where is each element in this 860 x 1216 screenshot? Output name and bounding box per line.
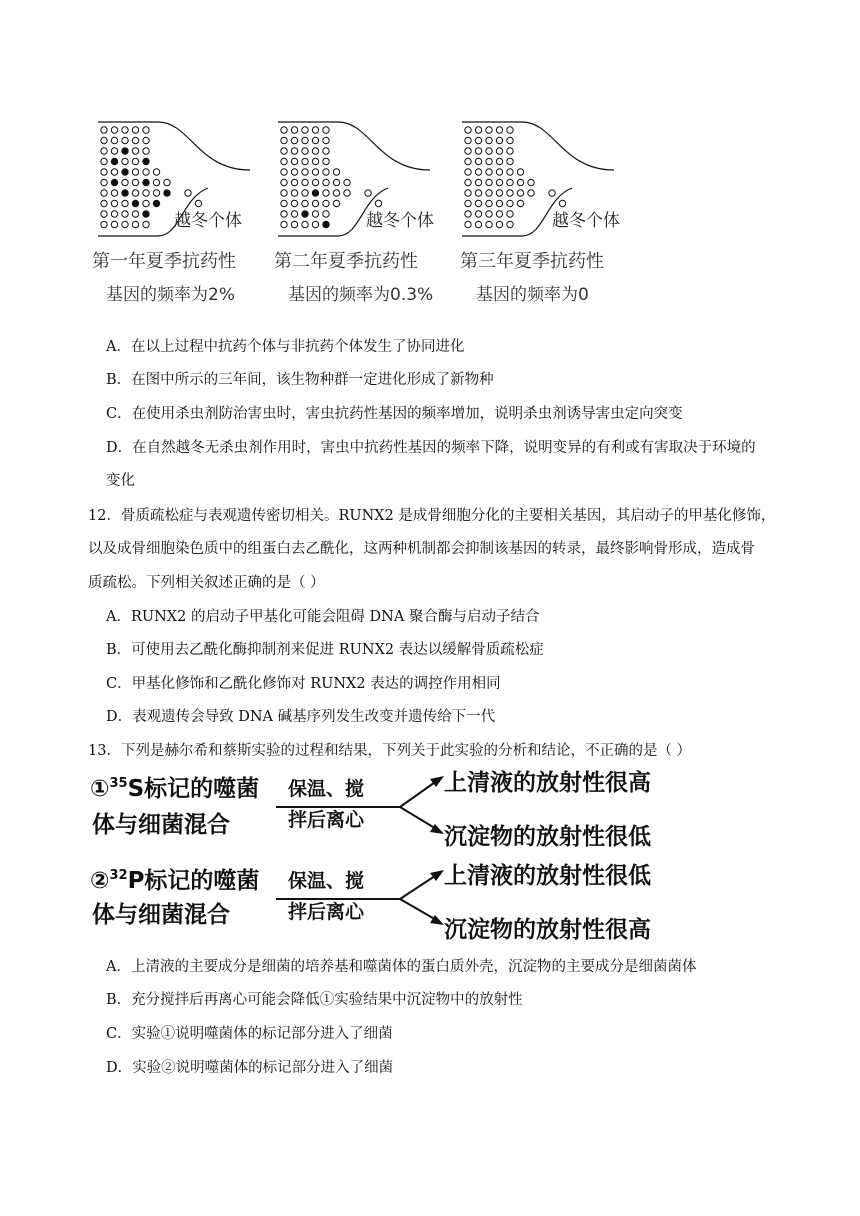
- q12-option-d: D．表观遗传会导致 DNA 碱基序列发生改变并遗传给下一代: [106, 709, 496, 725]
- insect-dot: [549, 190, 555, 196]
- insect-dot: [323, 179, 329, 185]
- insect-dot: [344, 179, 350, 185]
- insect-dot: [291, 127, 297, 133]
- insect-dot: [312, 200, 318, 206]
- panel3-overwinter-label: 越冬个体: [552, 211, 620, 231]
- insect-dot: [486, 211, 492, 217]
- insect-dot: [132, 190, 138, 196]
- q13-option-d: D．实验②说明噬菌体的标记部分进入了细菌: [106, 1060, 394, 1076]
- insect-dot: [281, 200, 287, 206]
- insect-dot: [101, 127, 107, 133]
- insect-dot: [475, 148, 481, 154]
- insect-dot: [465, 221, 471, 227]
- exp1-result-top: 上清液的放射性很高: [444, 770, 651, 796]
- insect-dot: [496, 127, 502, 133]
- insect-dot: [132, 148, 138, 154]
- insect-dot: [132, 200, 138, 206]
- insect-dot: [475, 158, 481, 164]
- insect-dot: [132, 169, 138, 175]
- insect-dot: [465, 148, 471, 154]
- insect-dot: [143, 158, 149, 164]
- population-outline-top: [278, 122, 430, 170]
- insect-dot: [122, 137, 128, 143]
- insect-dot: [486, 127, 492, 133]
- insect-dot: [465, 137, 471, 143]
- insect-dot: [122, 179, 128, 185]
- insect-dot: [507, 148, 513, 154]
- insect-dot: [122, 211, 128, 217]
- insect-dot: [496, 148, 502, 154]
- insect-dot: [486, 137, 492, 143]
- insect-dot: [496, 200, 502, 206]
- insect-dot: [312, 179, 318, 185]
- exp2-process-line2: 拌后离心: [288, 901, 365, 923]
- insect-dot: [344, 190, 350, 196]
- insect-dot: [291, 211, 297, 217]
- exp2-label-line1: ②$^{32}$P标记的噬菌: [90, 868, 260, 894]
- q12-option-a: A．RUNX2 的启动子甲基化可能会阻碍 DNA 聚合酶与启动子结合: [106, 609, 540, 625]
- exp1-arrow-up: [400, 780, 438, 807]
- insect-dot: [101, 148, 107, 154]
- insect-dot: [375, 200, 381, 206]
- panel1-caption-line2: 基因的频率为2%: [106, 285, 235, 305]
- resistance-gene-frequency-figure: [88, 112, 648, 312]
- insect-dot: [143, 148, 149, 154]
- insect-dot: [111, 179, 117, 185]
- insect-dot: [281, 137, 287, 143]
- exp2-result-bottom: 沉淀物的放射性很高: [444, 917, 651, 943]
- insect-dot: [143, 169, 149, 175]
- insect-dot: [302, 148, 308, 154]
- q11-option-d-continued: 变化: [106, 473, 135, 489]
- panel1-overwinter-label: 越冬个体: [174, 211, 242, 231]
- insect-dot: [475, 200, 481, 206]
- exp2-arrowhead-up: [430, 870, 444, 881]
- exp2-result-top: 上清液的放射性很低: [444, 863, 651, 889]
- insect-dot: [101, 158, 107, 164]
- insect-dot: [496, 211, 502, 217]
- insect-dot: [302, 158, 308, 164]
- insect-dot: [312, 169, 318, 175]
- insect-dot: [475, 221, 481, 227]
- insect-dot: [291, 221, 297, 227]
- insect-dot: [517, 190, 523, 196]
- insect-dot: [323, 137, 329, 143]
- insect-dot: [496, 179, 502, 185]
- insect-dot: [111, 148, 117, 154]
- insect-dot: [143, 127, 149, 133]
- exp1-label-line2: 体与细菌混合: [92, 812, 230, 838]
- insect-dot: [333, 190, 339, 196]
- population-outline-top: [98, 122, 250, 170]
- insect-dot: [164, 179, 170, 185]
- insect-dot: [281, 158, 287, 164]
- insect-dot: [111, 158, 117, 164]
- insect-dot: [132, 127, 138, 133]
- insect-dot: [517, 169, 523, 175]
- insect-dot: [465, 127, 471, 133]
- q12-option-c: C．甲基化修饰和乙酰化修饰对 RUNX2 表达的调控作用相同: [106, 676, 501, 692]
- insect-dot: [122, 169, 128, 175]
- q13-option-c: C．实验①说明噬菌体的标记部分进入了细菌: [106, 1026, 393, 1042]
- insect-dot: [323, 200, 329, 206]
- insect-dot: [143, 211, 149, 217]
- insect-dot: [132, 158, 138, 164]
- insect-dot: [143, 190, 149, 196]
- insect-dot: [101, 221, 107, 227]
- q11-option-b: B．在图中所示的三年间，该生物种群一定进化形成了新物种: [106, 372, 494, 388]
- insect-dot: [291, 200, 297, 206]
- panel2-caption-line2: 基因的频率为0.3%: [288, 285, 434, 305]
- insect-dot: [132, 211, 138, 217]
- exp1-process-line2: 拌后离心: [288, 809, 365, 831]
- insect-dot: [486, 190, 492, 196]
- insect-dot: [132, 221, 138, 227]
- exp2-arrow-down: [400, 899, 438, 921]
- insect-dot: [302, 211, 308, 217]
- insect-dot: [333, 200, 339, 206]
- insect-dot: [291, 148, 297, 154]
- insect-dot: [122, 221, 128, 227]
- insect-dot: [333, 179, 339, 185]
- exp1-result-bottom: 沉淀物的放射性很低: [444, 824, 651, 850]
- q13-option-b: B．充分搅拌后再离心可能会降低①实验结果中沉淀物中的放射性: [106, 992, 523, 1008]
- insect-dot: [143, 200, 149, 206]
- insect-dot: [281, 179, 287, 185]
- insect-dot: [517, 179, 523, 185]
- insect-dot: [291, 179, 297, 185]
- insect-dot: [507, 211, 513, 217]
- insect-dot: [281, 221, 287, 227]
- panel2-caption-line1: 第二年夏季抗药性: [274, 251, 418, 272]
- insect-dot: [475, 190, 481, 196]
- insect-dot: [111, 137, 117, 143]
- insect-dot: [465, 158, 471, 164]
- exp2-arrow-up: [400, 874, 438, 899]
- insect-dot: [486, 169, 492, 175]
- insect-dot: [365, 190, 371, 196]
- insect-dot: [486, 148, 492, 154]
- exp2-label-line2: 体与细菌混合: [92, 902, 230, 928]
- insect-dot: [122, 158, 128, 164]
- insect-dot: [465, 200, 471, 206]
- q11-option-c: C．在使用杀虫剂防治害虫时，害虫抗药性基因的频率增加，说明杀虫剂诱导害虫定向突变: [106, 406, 683, 422]
- insect-dot: [507, 137, 513, 143]
- exp1-label-line1: ①$^{35}$S标记的噬菌: [90, 776, 260, 802]
- insect-dot: [486, 221, 492, 227]
- insect-dot: [517, 200, 523, 206]
- q12-stem-line2: 以及成骨细胞染色质中的组蛋白去乙酰化，这两种机制都会抑制该基因的转录，最终影响骨形成，造成骨: [88, 541, 755, 557]
- insect-dot: [143, 137, 149, 143]
- insect-dot: [323, 169, 329, 175]
- insect-dot: [475, 169, 481, 175]
- insect-dot: [475, 137, 481, 143]
- insect-dot: [101, 200, 107, 206]
- insect-dot: [528, 190, 534, 196]
- insect-dot: [164, 190, 170, 196]
- insect-dot: [302, 127, 308, 133]
- insect-dot: [465, 169, 471, 175]
- insect-dot: [496, 190, 502, 196]
- insect-dot: [496, 158, 502, 164]
- insect-dot: [291, 137, 297, 143]
- insect-dot: [312, 190, 318, 196]
- insect-dot: [302, 221, 308, 227]
- population-outline-top: [462, 122, 614, 170]
- insect-dot: [465, 190, 471, 196]
- insect-dot: [507, 200, 513, 206]
- q13-stem: 13．下列是赫尔希和蔡斯实验的过程和结果，下列关于此实验的分析和结论，不正确的是（ ）: [88, 743, 692, 759]
- insect-dot: [185, 190, 191, 196]
- q13-option-a: A．上清液的主要成分是细菌的培养基和噬菌体的蛋白质外壳，沉淀物的主要成分是细菌菌体: [106, 959, 697, 975]
- insect-dot: [465, 211, 471, 217]
- q12-option-b: B．可使用去乙酰化酶抑制剂来促进 RUNX2 表达以缓解骨质疏松症: [106, 642, 544, 658]
- insect-dot: [291, 169, 297, 175]
- insect-dot: [486, 200, 492, 206]
- insect-dot: [281, 127, 287, 133]
- panel3-caption-line1: 第三年夏季抗药性: [460, 251, 604, 272]
- insect-dot: [101, 211, 107, 217]
- panel2-overwinter-label: 越冬个体: [366, 211, 434, 231]
- insect-dot: [302, 169, 308, 175]
- insect-dot: [323, 148, 329, 154]
- insect-dot: [111, 169, 117, 175]
- insect-dot: [528, 179, 534, 185]
- insect-dot: [312, 127, 318, 133]
- insect-dot: [465, 179, 471, 185]
- insect-dot: [507, 127, 513, 133]
- insect-dot: [312, 221, 318, 227]
- insect-dot: [323, 190, 329, 196]
- panel1-caption-line1: 第一年夏季抗药性: [92, 251, 236, 272]
- insect-dot: [122, 200, 128, 206]
- insect-dot: [153, 190, 159, 196]
- insect-dot: [111, 190, 117, 196]
- insect-dot: [281, 148, 287, 154]
- insect-dot: [101, 179, 107, 185]
- insect-dot: [486, 179, 492, 185]
- insect-dot: [111, 127, 117, 133]
- insect-dot: [507, 158, 513, 164]
- insect-dot: [281, 211, 287, 217]
- insect-dot: [312, 137, 318, 143]
- insect-dot: [153, 179, 159, 185]
- exp1-process-line1: 保温、搅: [288, 778, 365, 800]
- insect-dot: [111, 211, 117, 217]
- exp2-process-line1: 保温、搅: [288, 870, 365, 892]
- insect-dot: [475, 211, 481, 217]
- insect-dot: [312, 158, 318, 164]
- insect-dot: [111, 221, 117, 227]
- insect-dot: [475, 127, 481, 133]
- insect-dot: [496, 169, 502, 175]
- insect-dot: [143, 179, 149, 185]
- insect-dot: [195, 200, 201, 206]
- insect-dot: [507, 179, 513, 185]
- insect-dot: [281, 169, 287, 175]
- insect-dot: [333, 169, 339, 175]
- exp1-arrow-down: [400, 807, 438, 830]
- insect-dot: [323, 127, 329, 133]
- q11-option-d: D．在自然越冬无杀虫剂作用时，害虫中抗药性基因的频率下降，说明变异的有利或有害取决于环境的: [106, 440, 756, 456]
- insect-dot: [507, 169, 513, 175]
- q11-option-a: A．在以上过程中抗药个体与非抗药个体发生了协同进化: [106, 339, 465, 355]
- insect-dot: [302, 200, 308, 206]
- panel3-caption-line2: 基因的频率为0: [476, 285, 589, 305]
- insect-dot: [291, 190, 297, 196]
- insect-dot: [312, 211, 318, 217]
- insect-dot: [496, 137, 502, 143]
- q12-stem-line1: 12．骨质疏松症与表观遗传密切相关。RUNX2 是成骨细胞分化的主要相关基因，其启动子的甲基化修饰，: [88, 508, 776, 524]
- insect-dot: [475, 179, 481, 185]
- insect-dot: [143, 221, 149, 227]
- insect-dot: [302, 179, 308, 185]
- insect-dot: [302, 137, 308, 143]
- insect-dot: [281, 190, 287, 196]
- insect-dot: [122, 127, 128, 133]
- q12-stem-line3: 质疏松。下列相关叙述正确的是（ ）: [88, 575, 325, 591]
- hershey-chase-experiment-figure: [88, 764, 688, 950]
- insect-dot: [486, 158, 492, 164]
- insect-dot: [111, 200, 117, 206]
- insect-dot: [302, 190, 308, 196]
- insect-dot: [507, 221, 513, 227]
- insect-dot: [496, 221, 502, 227]
- insect-dot: [323, 158, 329, 164]
- insect-dot: [507, 190, 513, 196]
- insect-dot: [559, 200, 565, 206]
- insect-dot: [323, 211, 329, 217]
- insect-dot: [312, 148, 318, 154]
- insect-dot: [291, 158, 297, 164]
- insect-dot: [323, 221, 329, 227]
- insect-dot: [101, 190, 107, 196]
- insect-dot: [122, 148, 128, 154]
- insect-dot: [101, 169, 107, 175]
- insect-dot: [101, 137, 107, 143]
- insect-dot: [132, 137, 138, 143]
- insect-dot: [122, 190, 128, 196]
- insect-dot: [153, 200, 159, 206]
- insect-dot: [153, 169, 159, 175]
- insect-dot: [132, 179, 138, 185]
